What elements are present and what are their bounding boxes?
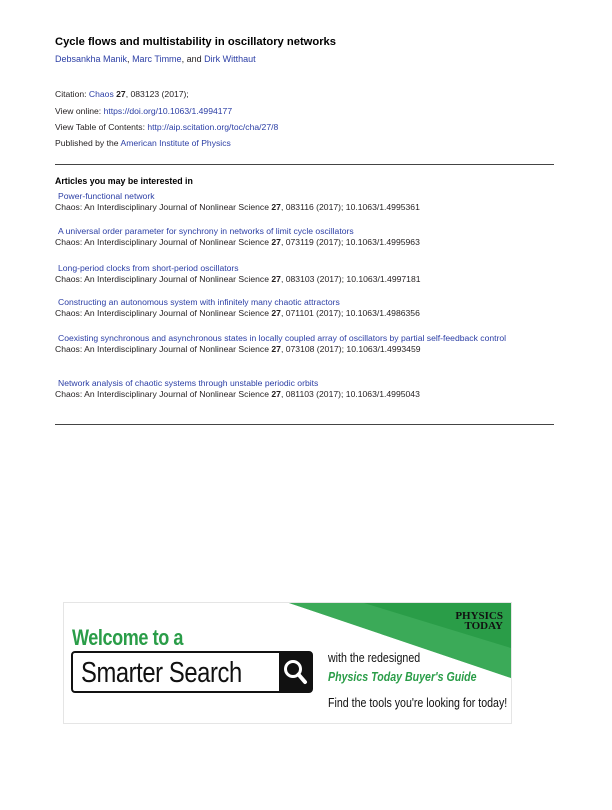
author-separator: , and: [181, 54, 205, 64]
article-citation: [55, 202, 555, 213]
citation-line: [55, 88, 189, 100]
ad-line-3: Find the tools you're looking for today!: [328, 696, 508, 710]
doi-link[interactable]: https://doi.org/10.1063/1.4994177: [103, 106, 233, 116]
ad-line-1: with the redesigned: [328, 651, 421, 665]
citation-volume: 27: [116, 89, 126, 99]
author-link[interactable]: Marc Timme: [132, 54, 182, 64]
author-link[interactable]: Dirk Witthaut: [204, 54, 256, 64]
journal-link[interactable]: Chaos: [88, 89, 114, 99]
article-citation: [55, 308, 555, 319]
article-item: [55, 263, 555, 284]
article-journal: Chaos: An Interdisciplinary Journal of Nonlinear Science: [55, 236, 272, 247]
article-item: [55, 378, 555, 399]
citation-rest: , 083123 (2017);: [125, 89, 189, 99]
article-link[interactable]: Constructing an autonomous system with infinitely many chaotic attractors: [58, 297, 340, 307]
article-item: [55, 226, 555, 247]
article-journal: Chaos: An Interdisciplinary Journal of Nonlinear Science: [55, 388, 272, 399]
article-link[interactable]: Network analysis of chaotic systems through unstable periodic orbits: [58, 378, 319, 388]
article-ref: , 083116 (2017); 10.1063/1.4995361: [280, 201, 420, 212]
ad-line-2: Physics Today Buyer's Guide: [328, 670, 477, 684]
logo-line: PHYSICS: [455, 610, 503, 622]
article-volume: 27: [271, 236, 281, 247]
article-link[interactable]: Power-functional network: [58, 191, 155, 201]
article-citation: [55, 237, 555, 248]
article-link[interactable]: A universal order parameter for synchrony in networks of limit cycle oscillators: [58, 226, 354, 236]
article-volume: 27: [271, 201, 281, 212]
view-toc-label: View Table of Contents:: [55, 122, 148, 132]
article-citation: [55, 344, 555, 355]
authors-line: [55, 54, 256, 64]
article-volume: 27: [271, 273, 281, 284]
article-citation: [55, 389, 555, 400]
bottom-divider: [55, 424, 554, 425]
article-link[interactable]: Long-period clocks from short-period oscillators: [58, 263, 239, 273]
author-link[interactable]: Debsankha Manik: [55, 54, 128, 64]
ad-search-text: Smarter Search: [81, 657, 242, 689]
article-ref: , 083103 (2017); 10.1063/1.4997181: [280, 273, 421, 284]
article-volume: 27: [271, 343, 281, 354]
article-journal: Chaos: An Interdisciplinary Journal of Nonlinear Science: [55, 273, 272, 284]
author-separator: ,: [127, 54, 133, 64]
ad-banner[interactable]: [63, 602, 512, 724]
view-toc-line: [55, 121, 278, 133]
view-online-label: View online:: [55, 106, 104, 116]
article-journal: Chaos: An Interdisciplinary Journal of Nonlinear Science: [55, 307, 272, 318]
top-divider: [55, 164, 554, 165]
publisher-link[interactable]: American Institute of Physics: [120, 138, 231, 148]
logo-line: TODAY: [464, 620, 503, 632]
magnifier-icon: [279, 653, 311, 691]
ad-search-box[interactable]: [71, 651, 313, 693]
ad-search-button[interactable]: [279, 653, 311, 691]
citation-label: Citation:: [55, 89, 89, 99]
article-ref: , 073119 (2017); 10.1063/1.4995963: [280, 236, 420, 247]
article-item: [55, 333, 555, 354]
article-ref: , 073108 (2017); 10.1063/1.4993459: [280, 343, 421, 354]
toc-link[interactable]: http://aip.scitation.org/toc/cha/27/8: [147, 122, 279, 132]
article-journal: Chaos: An Interdisciplinary Journal of Nonlinear Science: [55, 343, 272, 354]
view-online-line: [55, 105, 232, 117]
physics-today-logo: [455, 611, 503, 631]
article-ref: , 071101 (2017); 10.1063/1.4986356: [280, 307, 420, 318]
section-heading: Articles you may be interested in: [55, 176, 193, 186]
article-ref: , 081103 (2017); 10.1063/1.4995043: [280, 388, 420, 399]
ad-headline: Welcome to a: [72, 625, 184, 650]
article-title: Cycle flows and multistability in oscillatory networks: [55, 36, 336, 48]
article-journal: Chaos: An Interdisciplinary Journal of Nonlinear Science: [55, 201, 272, 212]
article-volume: 27: [271, 307, 281, 318]
article-item: [55, 297, 555, 318]
article-item: [55, 191, 555, 212]
published-line: [55, 137, 231, 149]
article-citation: [55, 274, 555, 285]
published-label: Published by the: [55, 138, 121, 148]
article-link[interactable]: Coexisting synchronous and asynchronous states in locally coupled array of oscillators by partial self-feedback control: [58, 333, 507, 343]
article-volume: 27: [271, 388, 281, 399]
